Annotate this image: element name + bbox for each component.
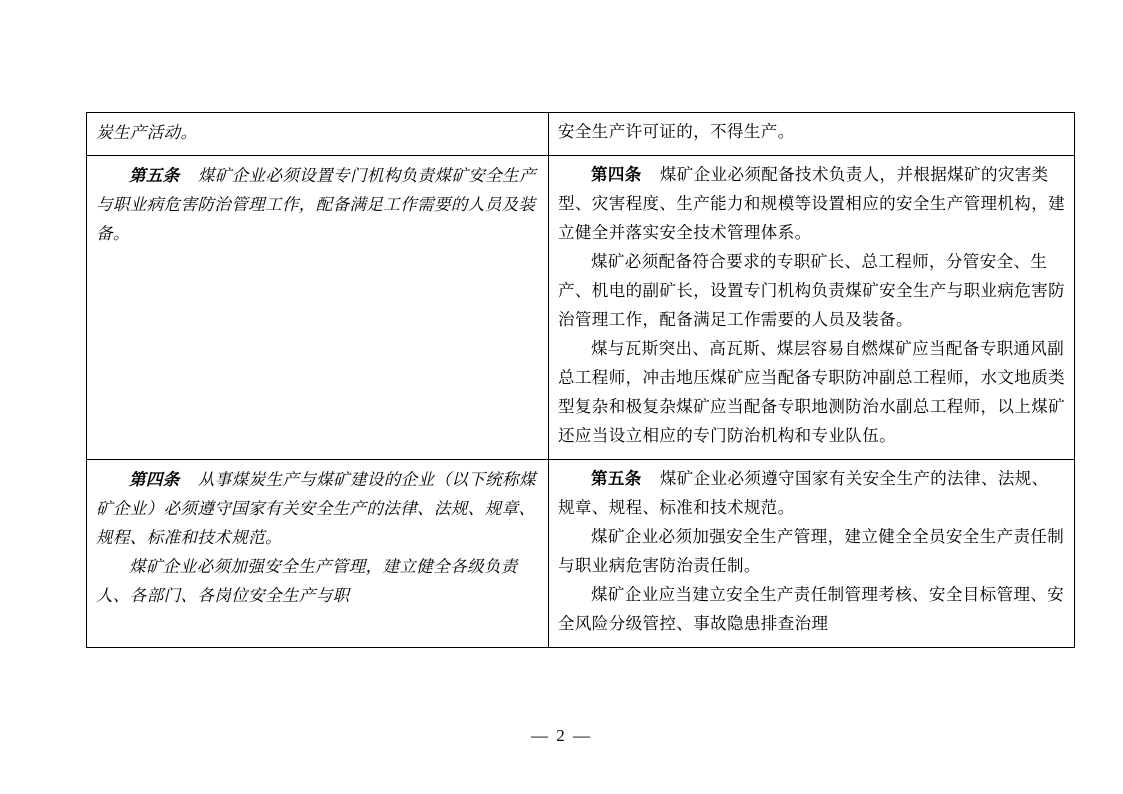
paragraph-text: 煤矿企业必须加强安全生产管理，建立健全各级负责人、各部门、各岗位安全生产与职	[96, 557, 518, 605]
paragraph: 炭生产活动。	[96, 123, 198, 142]
table-cell-right	[549, 113, 1075, 156]
paragraph: 安全生产许可证的，不得生产。	[558, 123, 795, 141]
paragraph	[558, 335, 1065, 451]
paragraph	[96, 465, 539, 552]
article-heading: 第四条	[129, 470, 180, 489]
paragraph-text: 煤矿企业必须加强安全生产管理，建立健全全员安全生产责任制与职业病危害防治责任制。	[558, 528, 1065, 575]
paragraph-text: 从事煤炭生产与煤矿建设的企业（以下统称煤矿企业）必须遵守国家有关安全生产的法律、法规、规章、规程、标准和技术规范。	[96, 470, 536, 547]
table-row	[87, 460, 1075, 648]
paragraph-text: 煤矿企业必须设置专门机构负责煤矿安全生产与职业病危害防治管理工作，配备满足工作需要的人员及装备。	[96, 166, 536, 243]
paragraph-text: 煤矿必须配备符合要求的专职矿长、总工程师，分管安全、生产、机电的副矿长，设置专门机构负责煤矿安全生产与职业病危害防治管理工作，配备满足工作需要的人员及装备。	[558, 253, 1065, 329]
paragraph-text: 煤矿企业必须配备技术负责人，并根据煤矿的灾害类型、灾害程度、生产能力和规模等设置相应的安全生产管理机构，建立健全并落实安全技术管理体系。	[558, 166, 1065, 242]
paragraph	[558, 248, 1065, 335]
paragraph	[96, 552, 539, 610]
paragraph	[558, 581, 1065, 639]
paragraph	[558, 523, 1065, 581]
comparison-table	[86, 112, 1075, 648]
article-heading: 第五条	[591, 470, 642, 488]
paragraph-text: 煤与瓦斯突出、高瓦斯、煤层容易自燃煤矿应当配备专职通风副总工程师，冲击地压煤矿应当配备专职防冲副总工程师，水文地质类型复杂和极复杂煤矿应当配备专职地测防治水副总工程师，以上煤矿还应当设立相应的专门防治机构和专业队伍。	[558, 340, 1065, 445]
table-row	[87, 113, 1075, 156]
paragraph-text: 煤矿企业必须遵守国家有关安全生产的法律、法规、规章、规程、标准和技术规范。	[558, 470, 1049, 517]
paragraph-text: 煤矿企业应当建立安全生产责任制管理考核、安全目标管理、安全风险分级管控、事故隐患排查治理	[558, 586, 1065, 633]
paragraph	[558, 465, 1065, 523]
paragraph	[558, 161, 1065, 248]
article-heading: 第五条	[129, 166, 180, 185]
table-cell-left	[87, 156, 549, 460]
table-row	[87, 156, 1075, 460]
table-cell-right	[549, 156, 1075, 460]
table-cell-left	[87, 460, 549, 648]
table-cell-right	[549, 460, 1075, 648]
page-number: — 2 —	[531, 726, 592, 745]
table-cell-left	[87, 113, 549, 156]
article-heading: 第四条	[591, 166, 642, 184]
paragraph	[96, 161, 539, 248]
